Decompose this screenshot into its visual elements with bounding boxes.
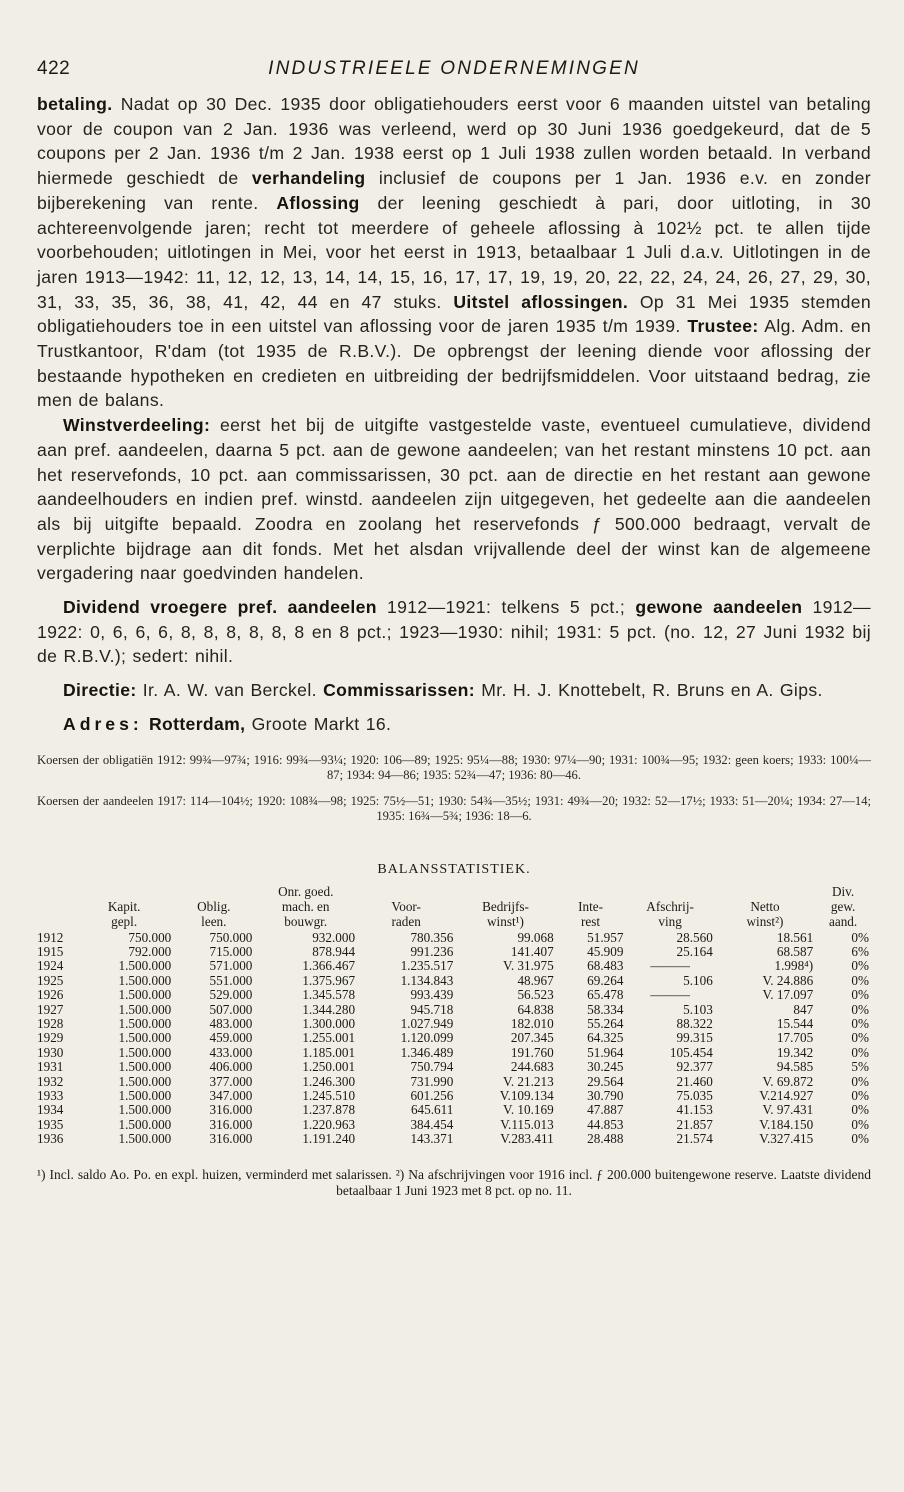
table-cell: V.184.150 (759, 1116, 814, 1132)
text-run: inclusief de coupons per 1 Jan. 1936 e.v. en zonder bijberekening van rente. (37, 168, 871, 213)
table-cell: 56.523 (517, 987, 554, 1003)
table-cell: 105.454 (669, 1044, 713, 1060)
text-run: der leening geschiedt à pari, door uitloting, in 30 achtereenvolgende jaren; recht tot meerdere of geheele aflossing à 102½ pct. te allen tijde voorbehouden; uitlotingen in Mei, voor het eerst in 1913, betaalbaar 1 Juli d.a.v. Uitlotingen in de jaren 1913—1942: 11, 12, 12, 13, 14, 14, 15, 16, 17, 17, 19, 19, 20, 22, 22, 24, 24, 26, 27, 29, 30, 31, 33, 35, 36, 38, 41, 42, 44 en 47 stuks. (37, 192, 871, 312)
bold-term: Uitstel aflossingen. (453, 291, 629, 312)
year-cell: 1934 (37, 1102, 64, 1118)
table-row (37, 945, 871, 959)
paragraph-dividend (37, 595, 871, 669)
year-cell: 1924 (37, 958, 64, 974)
table-cell: 58.334 (587, 1001, 624, 1017)
table-row (37, 974, 871, 988)
table-row (37, 1046, 871, 1060)
table-cell: 30.245 (587, 1059, 624, 1075)
table-row (37, 1075, 871, 1089)
year-cell: 1932 (37, 1073, 64, 1089)
table-cell: 41.153 (676, 1102, 713, 1118)
table-cell: 182.010 (510, 1016, 554, 1032)
table-cell: 0% (851, 1016, 869, 1032)
paragraph-winstverdeeling (37, 413, 871, 586)
table-cell: 316.000 (209, 1131, 253, 1147)
table-cell: 1.300.000 (302, 1016, 356, 1032)
table-cell: 1.998⁴) (774, 958, 814, 974)
table-cell: 1.500.000 (118, 1044, 172, 1060)
table-cell: 1.237.878 (302, 1102, 356, 1118)
column-header: Kapit. gepl. (107, 898, 141, 929)
bold-term: Rotterdam, (148, 713, 246, 734)
table-cell: 1.246.300 (302, 1073, 356, 1089)
table-cell: 44.853 (587, 1116, 624, 1132)
table-cell: 1.500.000 (118, 1116, 172, 1132)
table-cell: 6% (851, 943, 869, 959)
text-run: Groote Markt 16. (245, 713, 392, 734)
paragraph-adres (37, 712, 871, 737)
bold-term: Adres: (63, 713, 143, 734)
table-cell: 750.794 (410, 1059, 454, 1075)
bold-term: verhandeling (251, 168, 366, 189)
table-cell: 0% (851, 1088, 869, 1104)
table-cell: 792.000 (128, 943, 172, 959)
table-cell: 28.488 (587, 1131, 624, 1147)
table-cell: 0% (851, 1073, 869, 1089)
year-cell: 1915 (37, 943, 64, 959)
table-cell: 1.027.949 (400, 1016, 454, 1032)
table-cell: V.214.927 (759, 1088, 814, 1104)
table-cell: 0% (851, 1116, 869, 1132)
table-cell: 0% (851, 958, 869, 974)
table-row (37, 1031, 871, 1045)
table-cell: 99.068 (517, 929, 554, 945)
bold-term: Winstverdeeling: (63, 415, 211, 436)
text-run: Ir. A. W. van Berckel. (136, 680, 324, 701)
table-cell: 64.325 (587, 1030, 624, 1046)
table-cell: 94.585 (776, 1059, 814, 1075)
table-cell: 1.500.000 (118, 1001, 172, 1017)
table-cell: 1.500.000 (118, 1088, 172, 1104)
table-cell: 1.345.578 (302, 987, 356, 1003)
table-cell: 1.344.280 (302, 1001, 356, 1017)
table-cell: 19.342 (776, 1044, 814, 1060)
year-cell: 1927 (37, 1001, 64, 1017)
column-header: Afschrij- ving (646, 898, 694, 929)
table-cell: 5.103 (683, 1001, 713, 1017)
table-cell: 1.366.467 (302, 958, 356, 974)
table-cell: 1.235.517 (400, 958, 454, 974)
table-cell: 878.944 (312, 943, 356, 959)
table-cell: 244.683 (510, 1059, 554, 1075)
year-cell: 1928 (37, 1016, 64, 1032)
table-cell: 1.500.000 (118, 1073, 172, 1089)
bold-term: Commissarissen: (323, 680, 475, 701)
year-cell: 1925 (37, 972, 64, 988)
table-cell: 29.564 (587, 1073, 624, 1089)
table-cell: 1.500.000 (118, 1016, 172, 1032)
paragraph-directie (37, 678, 871, 703)
table-cell: 1.500.000 (118, 958, 172, 974)
table-row (37, 1118, 871, 1132)
table-cell: V.283.411 (500, 1131, 554, 1147)
paragraph-conditions (37, 92, 871, 413)
table-cell: 1.500.000 (118, 1102, 172, 1118)
table-cell: 459.000 (209, 1030, 253, 1046)
table-cell: 507.000 (209, 1001, 253, 1017)
table-cell: 1.245.510 (302, 1088, 356, 1104)
table-cell: 847 (793, 1001, 814, 1017)
table-cell: 316.000 (209, 1116, 253, 1132)
share-quotes: Koersen der aandeelen 1917: 114—104½; 1920: 108¾—98; 1925: 75½—51; 1930: 54¾—35½; 1931: 49¾—20; 1932: 52—17½; 1933: 51—20¼; 1934: 27—14; 1935: 16¾—5¾; 1936: 18—6. (37, 793, 871, 823)
bond-quotes: Koersen der obligatiën 1912: 99¾—97¾; 1916: 99¾—93¼; 1920: 106—89; 1925: 95¼—88; 1930: 97¼—90; 1931: 100¾—95; 1932: geen koers; 1933: 100¼—87; 1934: 94—86; 1935: 52¾—47; 1936: 80—46. (37, 752, 871, 782)
table-cell: 1.375.967 (302, 972, 356, 988)
bold-term: gewone aandeelen (635, 597, 803, 618)
table-cell: 0% (851, 1102, 869, 1118)
column-header: Inte- rest (578, 898, 604, 929)
text-run: Mr. H. J. Knottebelt, R. Bruns en A. Gips. (475, 680, 823, 701)
column-header: Div. gew. aand. (828, 883, 858, 929)
table-cell: 68.587 (776, 943, 814, 959)
table-cell: V. 24.886 (762, 972, 814, 988)
table-cell: 88.322 (676, 1016, 713, 1032)
table-cell: 780.356 (410, 929, 454, 945)
table-cell: 750.000 (209, 929, 253, 945)
column-header-year (37, 884, 75, 931)
page-number: 422 (37, 58, 71, 79)
text-run: 1912—1921: telkens 5 pct.; (376, 597, 636, 618)
bold-term: Aflossing (276, 192, 360, 213)
table-cell: 68.483 (587, 958, 624, 974)
table-cell: V. 17.097 (762, 987, 814, 1003)
table-cell: 141.407 (510, 943, 554, 959)
year-cell: 1912 (37, 929, 64, 945)
table-row (37, 1089, 871, 1103)
table-cell: 1.120.099 (400, 1030, 454, 1046)
year-cell: 1936 (37, 1131, 64, 1147)
year-cell: 1930 (37, 1044, 64, 1060)
bold-term: betaling. (37, 94, 113, 114)
table-row (37, 1060, 871, 1074)
table-row (37, 1017, 871, 1031)
table-cell: 1.191.240 (302, 1131, 356, 1147)
column-header: Oblig. leen. (197, 898, 231, 929)
table-title: BALANSSTATISTIEK. (377, 861, 531, 877)
table-cell: 0% (851, 1001, 869, 1017)
table-cell: 15.544 (776, 1016, 814, 1032)
table-cell: 1.500.000 (118, 987, 172, 1003)
table-cell: 55.264 (587, 1016, 624, 1032)
column-header: Bedrijfs- winst¹) (482, 898, 529, 929)
table-cell: 0% (851, 929, 869, 945)
table-cell: 51.964 (587, 1044, 624, 1060)
table-cell: 529.000 (209, 987, 253, 1003)
table-cell: 1.250.001 (302, 1059, 356, 1075)
table-cell: 21.460 (676, 1073, 713, 1089)
table-cell: 1.255.001 (302, 1030, 356, 1046)
table-header-row (37, 884, 871, 931)
table-cell: 64.838 (517, 1001, 554, 1017)
price-quotes (37, 753, 871, 824)
table-cell: V. 97.431 (762, 1102, 814, 1118)
table-cell: 1.346.489 (400, 1044, 454, 1060)
table-cell: 30.790 (587, 1088, 624, 1104)
table-cell: 51.957 (587, 929, 624, 945)
table-cell: 17.705 (776, 1030, 814, 1046)
table-cell: 69.264 (587, 972, 624, 988)
table-cell: 0% (851, 1044, 869, 1060)
table-cell: 993.439 (410, 987, 454, 1003)
table-cell: 0% (851, 1030, 869, 1046)
table-cell: 377.000 (209, 1073, 253, 1089)
table-cell: 1.185.001 (302, 1044, 356, 1060)
text-run: Nadat op 30 Dec. 1935 door obligatiehouders eerst voor 6 maanden uitstel van betaling voor de coupon van 2 Jan. 1936 was verleend, werd op 30 Juni 1936 goedgekeurd, dat de 5 coupons per 2 Jan. 1936 t/m 2 Jan. 1938 eerst op 1 Juli 1938 zullen worden betaald. In verband hiermede geschiedt de (37, 94, 871, 189)
column-header: Voor- raden (391, 898, 421, 929)
table-cell: 991.236 (410, 943, 454, 959)
page (37, 58, 871, 1199)
table-cell: 143.371 (410, 1131, 454, 1147)
table-cell: 945.718 (410, 1001, 454, 1017)
table-row (37, 1132, 871, 1146)
table-cell: 65.478 (587, 987, 624, 1003)
table-cell: ——— (650, 987, 690, 1003)
balance-statistics-table (37, 884, 871, 1147)
table-cell: 1.500.000 (118, 1131, 172, 1147)
table-cell: 25.164 (676, 943, 713, 959)
table-cell: V. 10.169 (503, 1102, 554, 1118)
table-cell: 1.134.843 (400, 972, 454, 988)
table-row (37, 931, 871, 945)
year-cell: 1931 (37, 1059, 64, 1075)
table-cell: V. 31.975 (503, 958, 554, 974)
text-run: Alg. Adm. en Trustkantoor, R'dam (tot 1935 de R.B.V.). De opbrengst der leening diende voor aflossing der bestaande hypotheken en credieten en uitbreiding der bedrijfsmiddelen. Voor uitstaand bedrag, zie men de balans. (37, 316, 871, 411)
table-cell: V. 69.872 (762, 1073, 814, 1089)
bold-term: Trustee: (687, 316, 759, 337)
table-cell: 5% (851, 1059, 869, 1075)
bold-term: Directie: (63, 680, 137, 701)
table-cell: 21.574 (676, 1131, 713, 1147)
table-cell: 207.345 (510, 1030, 554, 1046)
table-cell: 99.315 (676, 1030, 713, 1046)
table-cell: 601.256 (410, 1088, 454, 1104)
table-cell: 406.000 (209, 1059, 253, 1075)
table-cell: 28.560 (676, 929, 713, 945)
table-row (37, 1003, 871, 1017)
table-cell: 1.500.000 (118, 1030, 172, 1046)
table-cell: 715.000 (209, 943, 253, 959)
table-cell: 731.990 (410, 1073, 454, 1089)
text-run: eerst het bij de uitgifte vastgestelde vaste, eventueel cumulatieve, dividend aan pref. aandeelen, daarna 5 pct. aan de gewone aandeelen; van het restant minstens 10 pct. aan het reservefonds, 10 pct. aan commissarissen, 30 pct. aan de directie en het restant aan gewone aandeelhouders en indien pref. winstd. aandeelen zijn uitgegeven, het gedeelte aan die aandeelen als bij uitgifte bepaald. Zoodra en zoolang het reservefonds ƒ 500.000 bedraagt, vervalt de verplichte bijdrage aan dit fonds. Met het alsdan vrijvallende deel der winst kan de algemeene vergadering naar goedvinden handelen. (37, 415, 871, 584)
table-cell: V.109.134 (499, 1088, 554, 1104)
table-cell: 48.967 (517, 972, 554, 988)
year-cell: 1935 (37, 1116, 64, 1132)
table-cell: 433.000 (209, 1044, 253, 1060)
table-row (37, 1103, 871, 1117)
bold-term: Dividend vroegere pref. aandeelen (63, 597, 377, 618)
footnote: ¹) Incl. saldo Ao. Po. en expl. huizen, verminderd met salarissen. ²) Na afschrijvingen voor 1916 incl. ƒ 200.000 buitengewone reserve. Laatste dividend betaalbaar 1 Juni 1923 met 8 pct. op no. 11. (37, 1166, 871, 1198)
year-cell: 1929 (37, 1030, 64, 1046)
table-cell: 1.220.963 (302, 1116, 356, 1132)
table-cell: 0% (851, 1131, 869, 1147)
table-cell: 5.106 (683, 972, 713, 988)
table-cell: V.327.415 (759, 1131, 814, 1147)
table-cell: 18.561 (776, 929, 814, 945)
text-run: Op 31 Mei 1935 stemden obligatiehouders toe in een uitstel van aflossing voor de jaren 1935 t/m 1939. (37, 291, 872, 337)
table-cell: 750.000 (128, 929, 172, 945)
table-cell: 384.454 (410, 1116, 454, 1132)
table-cell: 1.500.000 (118, 972, 172, 988)
table-cell: 75.035 (676, 1088, 713, 1104)
text-run: 1912—1922: 0, 6, 6, 6, 8, 8, 8, 8, 8, 8 en 8 pct.; 1923—1930: nihil; 1931: 5 pct. (no. 12, 27 Juni 1932 bij de R.B.V.); sedert: nihil. (37, 597, 871, 667)
table-cell: 571.000 (209, 958, 253, 974)
table-cell: 347.000 (209, 1088, 253, 1104)
table-row (37, 959, 871, 973)
table-cell: ——— (650, 958, 690, 974)
table-cell: 551.000 (209, 972, 253, 988)
running-title: INDUSTRIEELE ONDERNEMINGEN (268, 58, 640, 79)
main-text (37, 92, 871, 737)
table-cell: 0% (851, 972, 869, 988)
table-cell: 47.887 (587, 1102, 624, 1118)
table-cell: 1.500.000 (118, 1059, 172, 1075)
table-row (37, 988, 871, 1002)
table-cell: V. 21.213 (503, 1073, 554, 1089)
year-cell: 1926 (37, 987, 64, 1003)
table-cell: V.115.013 (500, 1116, 554, 1132)
table-body (37, 931, 871, 1147)
table-cell: 483.000 (209, 1016, 253, 1032)
table-cell: 0% (851, 987, 869, 1003)
table-cell: 92.377 (676, 1059, 713, 1075)
table-cell: 45.909 (587, 943, 624, 959)
column-header: Netto winst²) (746, 898, 784, 929)
column-header: Onr. goed. mach. en bouwgr. (278, 883, 334, 929)
table-cell: 21.857 (676, 1116, 713, 1132)
page-header (37, 58, 871, 92)
table-cell: 316.000 (209, 1102, 253, 1118)
table-cell: 191.760 (510, 1044, 554, 1060)
table-cell: 645.611 (410, 1102, 454, 1118)
table-cell: 932.000 (312, 929, 356, 945)
year-cell: 1933 (37, 1088, 64, 1104)
